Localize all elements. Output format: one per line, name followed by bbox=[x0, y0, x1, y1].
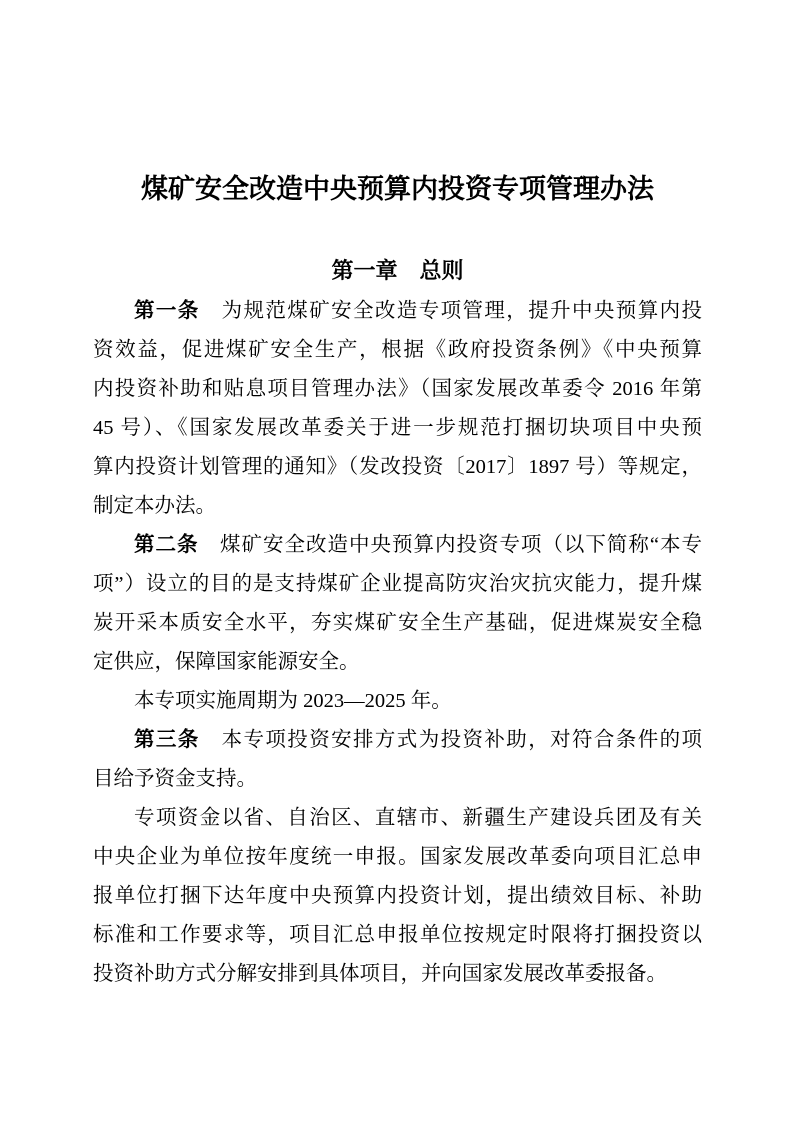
text-run: 标准和工作要求等，项目汇总申报单位按规定时限将打捆投资以 bbox=[93, 924, 702, 946]
chapter-heading: 第一章 总则 bbox=[331, 258, 464, 283]
text-run: 投资补助方式分解安排到具体项目，并向国家发展改革委报备。 bbox=[93, 963, 667, 985]
document-title: 煤矿安全改造中央预算内投资专项管理办法 bbox=[141, 174, 654, 204]
text-run: 算内投资计划管理的通知》（发改投资〔2017〕1897 号）等规定， bbox=[93, 456, 702, 478]
text-line bbox=[93, 526, 702, 565]
text-run: 制定本办法。 bbox=[93, 495, 216, 517]
paragraph bbox=[93, 682, 702, 721]
text-line bbox=[93, 760, 702, 799]
paragraph bbox=[93, 526, 702, 682]
paragraph bbox=[93, 721, 702, 799]
text-run: 45 号）、《国家发展改革委关于进一步规范打捆切块项目中央预 bbox=[93, 417, 702, 439]
document-body bbox=[93, 292, 702, 994]
text-line bbox=[93, 409, 702, 448]
text-line bbox=[93, 955, 702, 994]
text-run: 专项资金以省、自治区、直辖市、新疆生产建设兵团及有关 bbox=[134, 807, 702, 829]
text-run: 报单位打捆下达年度中央预算内投资计划，提出绩效目标、补助 bbox=[93, 885, 702, 907]
text-run: 内投资补助和贴息项目管理办法》（国家发展改革委令 2016 年第 bbox=[93, 378, 702, 400]
text-run: 为规范煤矿安全改造专项管理，提升中央预算内投 bbox=[199, 300, 702, 322]
text-run: 炭开采本质安全水平，夯实煤矿安全生产基础，促进煤炭安全稳 bbox=[93, 612, 702, 634]
text-line bbox=[93, 877, 702, 916]
article-number: 第二条 bbox=[134, 534, 199, 556]
text-line bbox=[93, 370, 702, 409]
text-run: 本专项实施周期为 2023—2025 年。 bbox=[134, 690, 452, 712]
text-run: 煤矿安全改造中央预算内投资专项（以下简称“本专 bbox=[198, 534, 702, 556]
text-line bbox=[93, 604, 702, 643]
text-line bbox=[93, 682, 702, 721]
text-line bbox=[93, 331, 702, 370]
text-run: 本专项投资安排方式为投资补助，对符合条件的项 bbox=[199, 729, 702, 751]
paragraph bbox=[93, 799, 702, 994]
text-line bbox=[93, 448, 702, 487]
text-run: 目给予资金支持。 bbox=[93, 768, 257, 790]
text-line bbox=[93, 565, 702, 604]
text-line bbox=[93, 838, 702, 877]
article-number: 第三条 bbox=[134, 729, 200, 751]
text-line bbox=[93, 916, 702, 955]
article-number: 第一条 bbox=[134, 300, 200, 322]
text-line bbox=[93, 487, 702, 526]
text-line bbox=[93, 721, 702, 760]
paragraph bbox=[93, 292, 702, 526]
text-run: 定供应，保障国家能源安全。 bbox=[93, 651, 360, 673]
text-line bbox=[93, 643, 702, 682]
text-run: 项”）设立的目的是支持煤矿企业提高防灾治灾抗灾能力，提升煤 bbox=[93, 573, 702, 595]
text-line bbox=[93, 292, 702, 331]
text-run: 中央企业为单位按年度统一申报。国家发展改革委向项目汇总申 bbox=[93, 846, 702, 868]
text-line bbox=[93, 799, 702, 838]
text-run: 资效益，促进煤矿安全生产，根据《政府投资条例》《中央预算 bbox=[93, 339, 702, 361]
